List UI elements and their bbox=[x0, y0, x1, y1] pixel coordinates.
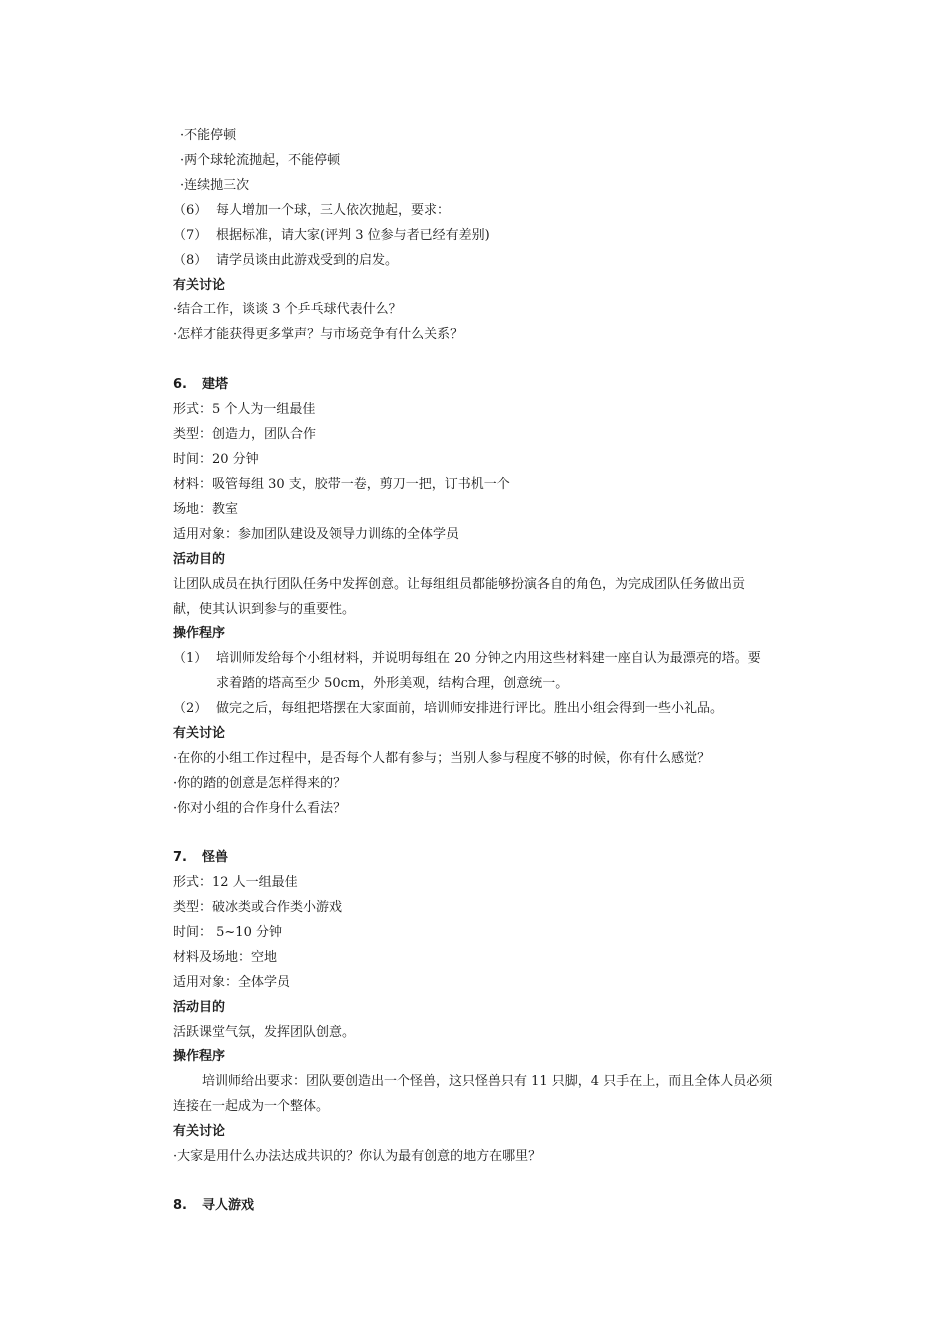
step-text: 每人增加一个球，三人依次抛起，要求： bbox=[216, 203, 451, 218]
purpose-text: 活跃课堂气氛，发挥团队创意。 bbox=[173, 1025, 356, 1040]
discussion-heading: 有关讨论 bbox=[173, 1124, 226, 1139]
section-title-7 bbox=[173, 848, 228, 868]
step-number: （6） bbox=[173, 203, 208, 218]
section-title-text: 怪兽 bbox=[202, 850, 229, 865]
info-line: 适用对象：全体学员 bbox=[173, 975, 291, 990]
info-line: 时间： 5~10 分钟 bbox=[173, 925, 282, 940]
section-title-text: 寻人游戏 bbox=[202, 1198, 255, 1213]
step-text: 请学员谈由此游戏受到的启发。 bbox=[216, 253, 399, 268]
discussion-item: ·怎样才能获得更多掌声？与市场竞争有什么关系？ bbox=[173, 327, 464, 342]
step-number: （1） bbox=[173, 651, 208, 666]
step-text: 求着踏的塔高至少 50cm，外形美观，结构合理，创意统一。 bbox=[216, 676, 569, 691]
sub-item: ·连续抛三次 bbox=[180, 178, 250, 193]
section-number: 6. bbox=[173, 377, 187, 392]
discussion-item: ·在你的小组工作过程中，是否每个人都有参与；当别人参与程度不够的时候，你有什么感觉？ bbox=[173, 751, 711, 766]
section-number: 7. bbox=[173, 850, 187, 865]
step-number: （7） bbox=[173, 228, 208, 243]
purpose-heading: 活动目的 bbox=[173, 552, 226, 567]
info-line: 形式：12 人一组最佳 bbox=[173, 875, 298, 890]
sub-item: ·两个球轮流抛起，不能停顿 bbox=[180, 153, 341, 168]
purpose-heading: 活动目的 bbox=[173, 1000, 226, 1015]
purpose-text: 献，使其认识到参与的重要性。 bbox=[173, 602, 356, 617]
discussion-heading: 有关讨论 bbox=[173, 726, 226, 741]
sub-item: ·不能停顿 bbox=[180, 128, 237, 143]
discussion-item: ·结合工作，谈谈 3 个乒乓球代表什么？ bbox=[173, 302, 402, 317]
info-line: 类型：破冰类或合作类小游戏 bbox=[173, 900, 343, 915]
discussion-heading: 有关讨论 bbox=[173, 278, 226, 293]
info-line: 类型：创造力，团队合作 bbox=[173, 427, 317, 442]
section-title-8 bbox=[173, 1196, 254, 1216]
discussion-item: ·你的踏的创意是怎样得来的？ bbox=[173, 776, 347, 791]
info-line: 适用对象：参加团队建设及领导力训练的全体学员 bbox=[173, 527, 460, 542]
info-line: 材料及场地：空地 bbox=[173, 950, 278, 965]
info-line: 时间：20 分钟 bbox=[173, 452, 259, 467]
section-title-6 bbox=[173, 375, 228, 395]
purpose-text: 让团队成员在执行团队任务中发挥创意。让每组组员都能够扮演各自的角色，为完成团队任务做出贡 bbox=[173, 577, 746, 592]
step-number: （2） bbox=[173, 701, 208, 716]
step-text: 培训师发给每个小组材料，并说明每组在 20 分钟之内用这些材料建一座自认为最漂亮的塔。要 bbox=[216, 651, 761, 666]
procedure-heading: 操作程序 bbox=[173, 626, 226, 641]
info-line: 形式：5 个人为一组最佳 bbox=[173, 402, 316, 417]
procedure-text: 连接在一起成为一个整体。 bbox=[173, 1099, 330, 1114]
discussion-item: ·大家是用什么办法达成共识的？你认为最有创意的地方在哪里？ bbox=[173, 1149, 542, 1164]
section-title-text: 建塔 bbox=[202, 377, 229, 392]
step-text: 根据标准，请大家(评判 3 位参与者已经有差别) bbox=[216, 228, 490, 243]
procedure-text: 培训师给出要求：团队要创造出一个怪兽，这只怪兽只有 11 只脚，4 只手在上，而且全体人员必须 bbox=[202, 1074, 773, 1089]
info-line: 场地：教室 bbox=[173, 502, 239, 517]
info-line: 材料：吸管每组 30 支，胶带一卷，剪刀一把，订书机一个 bbox=[173, 477, 510, 492]
discussion-item: ·你对小组的合作身什么看法？ bbox=[173, 801, 347, 816]
step-text: 做完之后，每组把塔摆在大家面前，培训师安排进行评比。胜出小组会得到一些小礼品。 bbox=[216, 701, 724, 716]
section-number: 8. bbox=[173, 1198, 187, 1213]
step-number: （8） bbox=[173, 253, 208, 268]
procedure-heading: 操作程序 bbox=[173, 1049, 226, 1064]
